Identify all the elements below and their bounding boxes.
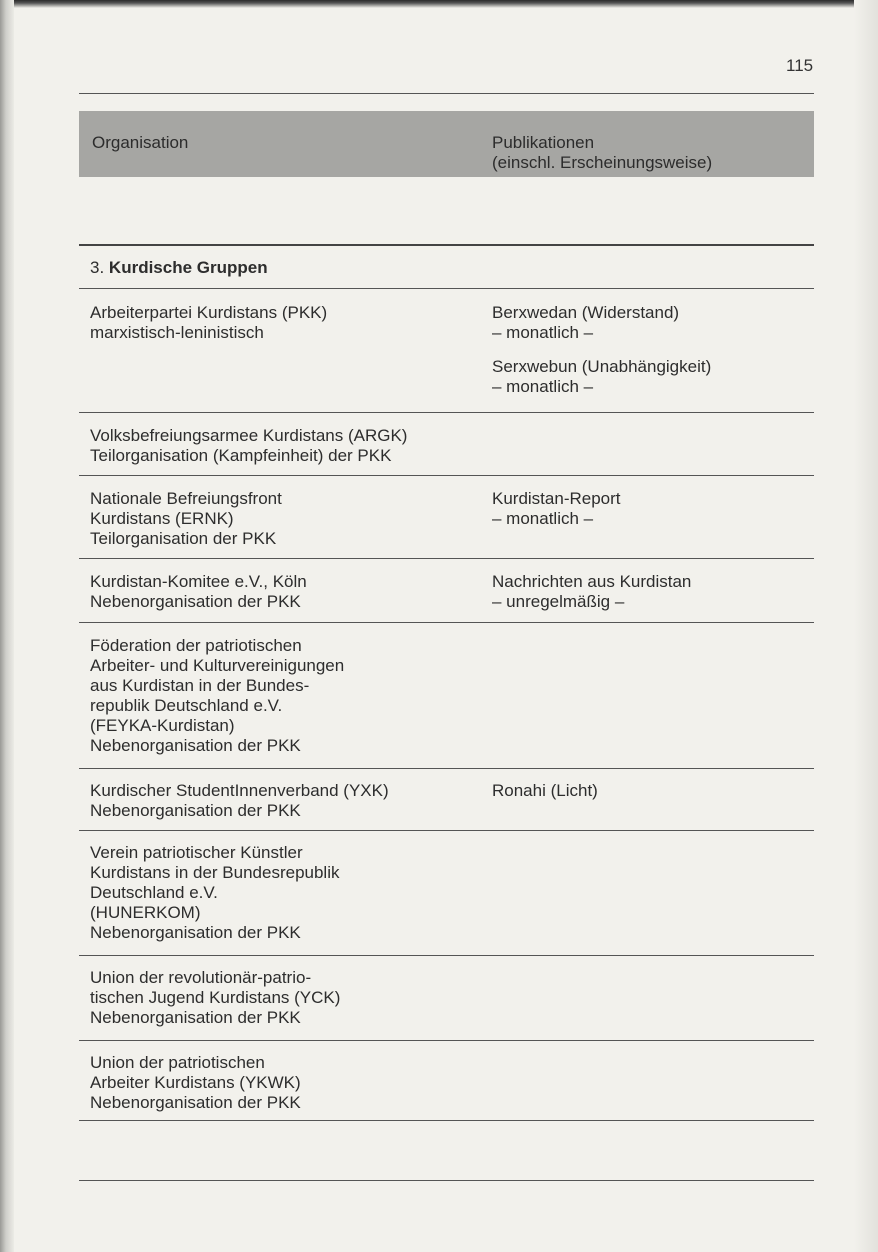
org-line: Nebenorganisation der PKK xyxy=(90,592,301,611)
org-line: Föderation der patriotischen xyxy=(90,636,302,655)
org-line: Arbeiter Kurdistans (YKWK) xyxy=(90,1073,301,1092)
header-publikationen-line1: Publikationen xyxy=(492,133,595,152)
header-organisation: Organisation xyxy=(92,133,189,152)
scan-right-edge xyxy=(854,0,878,1252)
org-line: (FEYKA-Kurdistan) xyxy=(90,716,235,735)
org-line: aus Kurdistan in der Bundes- xyxy=(90,676,310,695)
org-line: Nebenorganisation der PKK xyxy=(90,1008,301,1027)
pub-line: Ronahi (Licht) xyxy=(492,781,598,800)
org-line: Teilorganisation (Kampfeinheit) der PKK xyxy=(90,446,392,465)
row-divider xyxy=(79,830,814,831)
bottom-rule xyxy=(79,1180,814,1181)
section-title: Kurdische Gruppen xyxy=(108,258,268,277)
org-line: Union der revolutionär-patrio- xyxy=(90,968,312,987)
org-line: Arbeiter- und Kulturvereinigungen xyxy=(90,656,345,675)
org-line: Nebenorganisation der PKK xyxy=(90,1093,301,1112)
row-1-publikationen xyxy=(492,303,711,397)
org-line: Verein patriotischer Künstler xyxy=(90,843,303,862)
org-line: Volksbefreiungsarmee Kurdistans (ARGK) xyxy=(90,426,408,445)
org-line: Teilorganisation der PKK xyxy=(90,529,277,548)
org-line: Deutschland e.V. xyxy=(90,883,218,902)
org-line: Arbeiterpartei Kurdistans (PKK) xyxy=(90,303,328,322)
page-number: 115 xyxy=(786,56,814,75)
org-line: Union der patriotischen xyxy=(90,1053,265,1072)
header-publikationen-line2: (einschl. Erscheinungsweise) xyxy=(492,153,713,172)
section-rule xyxy=(79,244,814,246)
row-8-organisation xyxy=(90,968,340,1028)
top-rule xyxy=(79,93,814,94)
page-binding-edge xyxy=(0,0,14,1252)
org-line: republik Deutschland e.V. xyxy=(90,696,283,715)
row-5-organisation xyxy=(90,636,344,756)
row-divider xyxy=(79,1040,814,1041)
org-line: Kurdistans in der Bundesrepublik xyxy=(90,863,340,882)
scan-top-edge xyxy=(14,0,878,8)
row-7-organisation xyxy=(90,843,339,943)
row-9-organisation xyxy=(90,1053,301,1113)
section-bottom-rule xyxy=(79,288,814,289)
org-line: Nationale Befreiungsfront xyxy=(90,489,282,508)
org-line: (HUNERKOM) xyxy=(90,903,201,922)
row-divider xyxy=(79,558,814,559)
pub-line: Berxwedan (Widerstand) xyxy=(492,303,680,322)
pub-line: – monatlich – xyxy=(492,377,594,396)
row-3-organisation xyxy=(90,489,282,549)
pub-line: – unregelmäßig – xyxy=(492,592,625,611)
org-line: Nebenorganisation der PKK xyxy=(90,801,301,820)
row-1-organisation xyxy=(90,303,327,343)
row-divider xyxy=(79,955,814,956)
section-heading xyxy=(90,258,268,278)
org-line: tischen Jugend Kurdistans (YCK) xyxy=(90,988,341,1007)
row-6-publikationen xyxy=(492,781,598,801)
org-line: Kurdistans (ERNK) xyxy=(90,509,234,528)
row-3-publikationen xyxy=(492,489,621,529)
pub-line: – monatlich – xyxy=(492,509,594,528)
org-line: Nebenorganisation der PKK xyxy=(90,923,301,942)
org-line: Kurdischer StudentInnenverband (YXK) xyxy=(90,781,389,800)
row-divider xyxy=(79,768,814,769)
row-4-organisation xyxy=(90,572,307,612)
pub-line: – monatlich – xyxy=(492,323,594,342)
org-line: Kurdistan-Komitee e.V., Köln xyxy=(90,572,307,591)
pub-line: Kurdistan-Report xyxy=(492,489,621,508)
row-divider xyxy=(79,475,814,476)
org-line: Nebenorganisation der PKK xyxy=(90,736,301,755)
row-divider xyxy=(79,622,814,623)
pub-line: Serxwebun (Unabhängigkeit) xyxy=(492,357,712,376)
row-divider xyxy=(79,412,814,413)
row-6-organisation xyxy=(90,781,389,821)
section-number: 3. xyxy=(90,258,105,277)
row-divider xyxy=(79,1120,814,1121)
header-publikationen xyxy=(492,133,712,173)
row-2-organisation xyxy=(90,426,407,466)
pub-line: Nachrichten aus Kurdistan xyxy=(492,572,692,591)
org-line: marxistisch-leninistisch xyxy=(90,323,264,342)
row-4-publikationen xyxy=(492,572,691,612)
